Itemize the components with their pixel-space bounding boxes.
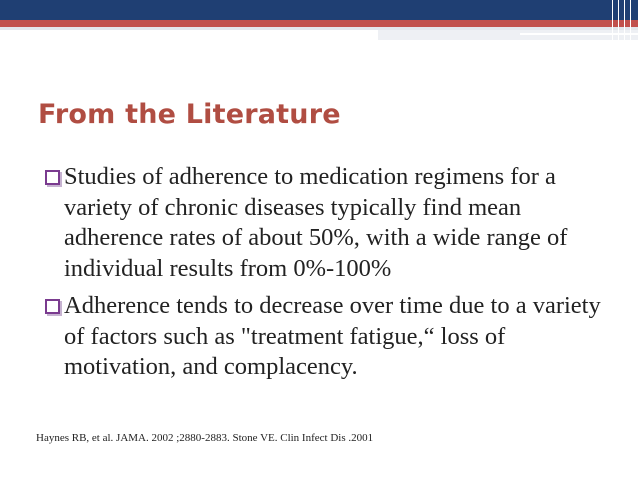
header-stripe [618,0,619,40]
slide-title: From the Literature [38,99,341,130]
citation: Haynes RB, et al. JAMA. 2002 ;2880-2883. Stone VE. Clin Infect Dis .2001 [36,432,374,444]
header-band-red [0,20,638,27]
header-stripe [612,0,613,40]
hollow-square-bullet-icon [45,170,60,185]
header-band-light-right [378,30,638,40]
bullet-list [42,162,622,390]
hollow-square-bullet-icon [45,299,60,314]
bullet-text: Adherence tends to decrease over time due to a variety of factors such as "treatment fatigue,“ loss of motivation, and complacency. [64,292,601,380]
header-band-navy [0,0,638,20]
header-stripe [624,0,625,40]
header-stripe [630,0,631,40]
bullet-text: Studies of adherence to medication regimens for a variety of chronic diseases typically find mean adherence rates of about 50%, with a wide range of individual results from 0%-100% [64,163,568,282]
bullet-item [42,291,622,383]
bullet-item [42,162,622,284]
header-thin-line [520,33,638,35]
